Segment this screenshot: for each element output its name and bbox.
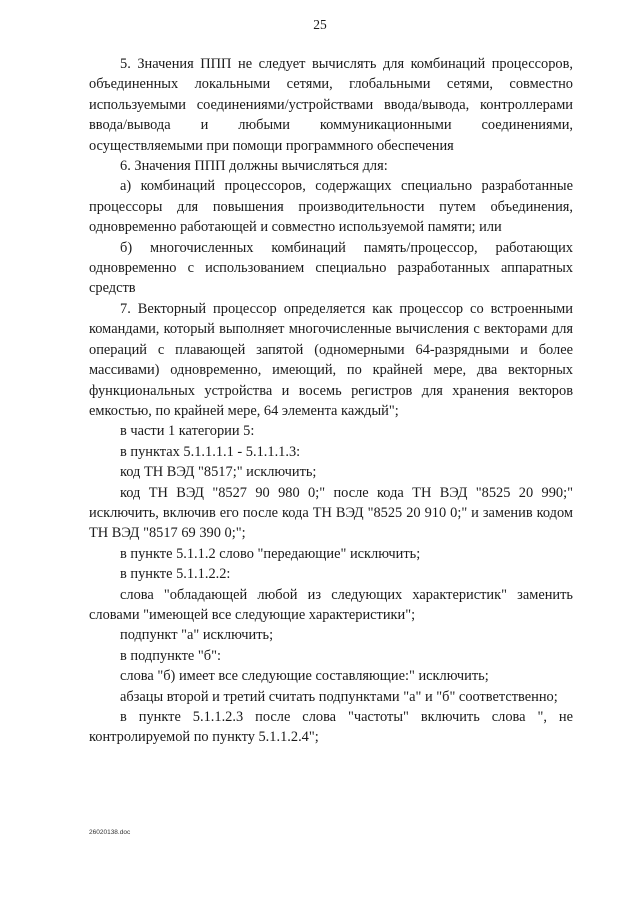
paragraph-words-b-delete: слова "б) имеет все следующие составляющие:" исключить;: [120, 668, 489, 685]
paragraph-part-1-category-5: в части 1 категории 5:: [120, 423, 255, 440]
document-body: [89, 54, 573, 748]
paragraph-item-7: 7. Векторный процессор определяется как процессор со встроенными командами, который выполняет многочисленные вычисления с векторами для операций с плавающей запятой (одномерными 64-разрядными и более массивами) одновременно, имеющий, по крайней мере, два векторных функциональных устройства и восемь регистров для хранения векторов емкостью, по крайней мере, 64 элемента каждый";: [89, 300, 573, 419]
paragraph-point-5-1-1-2-2: в пункте 5.1.1.2.2:: [120, 566, 231, 583]
paragraph-words-replace: слова "обладающей любой из следующих характеристик" заменить словами "имеющей все следующие характеристики";: [89, 586, 573, 623]
paragraph-code-8527: код ТН ВЭД "8527 90 980 0;" после кода ТН ВЭД "8525 20 990;" исключить, включив его после кода ТН ВЭД "8525 20 910 0;" и заменив кодом ТН ВЭД "8517 69 390 0;";: [89, 484, 573, 542]
paragraph-item-6: 6. Значения ППП должны вычисляться для:: [120, 158, 388, 175]
page-number: 25: [313, 17, 327, 32]
paragraph-item-5: 5. Значения ППП не следует вычислять для комбинаций процессоров, объединенных локальными сетями, глобальными сетями, совместно используемыми соединениями/устройствами ввода/вывода, контроллерами ввода/вывода и любыми коммуникационными соединениями, осуществляемыми при помощи программного обеспечения: [89, 56, 573, 154]
paragraph-subpoint-b: в подпункте "б":: [120, 647, 221, 664]
footer-filename: 26020138.doc: [89, 829, 131, 836]
paragraph-subpoint-a-delete: подпункт "а" исключить;: [120, 627, 274, 644]
paragraph-points-5-1-1-1: в пунктах 5.1.1.1.1 - 5.1.1.1.3:: [120, 443, 301, 460]
paragraph-subitem-a: а) комбинаций процессоров, содержащих специально разработанные процессоры для повышения производительности путем объединения, одновременно работающей и совместно используемой памяти; или: [89, 178, 573, 236]
paragraph-subitem-b: б) многочисленных комбинаций память/процессор, работающих одновременно с использованием специально разработанных аппаратных средств: [89, 239, 573, 297]
paragraph-point-5-1-1-2: в пункте 5.1.1.2 слово "передающие" исключить;: [120, 545, 421, 562]
paragraph-point-5-1-1-2-3: в пункте 5.1.1.2.3 после слова "частоты" включить слова ", не контролируемой по пункту 5.1.1.2.4";: [89, 709, 573, 746]
paragraph-code-8517: код ТН ВЭД "8517;" исключить;: [120, 464, 317, 481]
paragraph-paragraphs-renumber: абзацы второй и третий считать подпунктами "а" и "б" соответственно;: [120, 688, 558, 705]
